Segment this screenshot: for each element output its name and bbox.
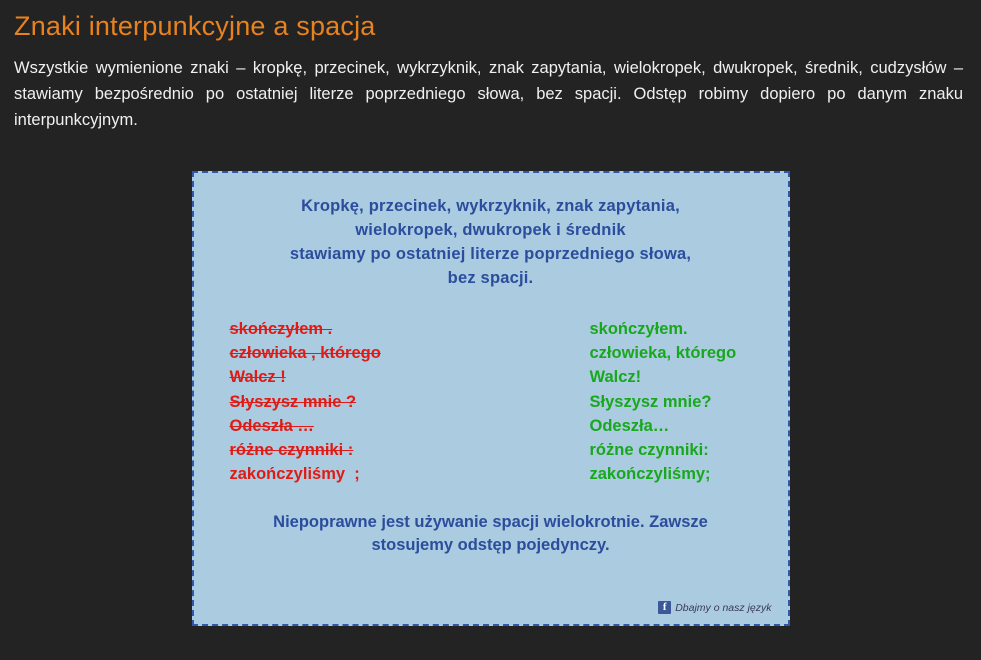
examples-column-incorrect: [230, 317, 500, 487]
examples-column-correct: [500, 317, 770, 487]
example-incorrect: Walcz !: [229, 368, 286, 387]
infographic-heading-line-3: stawiamy po ostatniej literze poprzedniego słowa,: [289, 244, 692, 263]
infographic: [192, 171, 790, 626]
example-incorrect: człowieka , którego: [229, 344, 381, 363]
example-incorrect: różne czynniki :: [229, 441, 354, 460]
intro-paragraph: Wszystkie wymienione znaki – kropkę, przecinek, wykrzyknik, znak zapytania, wielokropek, dwukropek, średnik, cudzysłów – stawiamy bezpośrednio po ostatniej literze poprzedniego słowa, bez spacji. Odstęp robimy dopiero po danym znaku interpunkcyjnym.: [14, 59, 963, 129]
example-incorrect: skończyłem .: [229, 319, 333, 338]
infographic-container: [14, 171, 967, 626]
infographic-heading: [212, 195, 770, 291]
example-incorrect: zakończyliśmy ;: [229, 465, 360, 484]
credit-attribution: [658, 601, 771, 614]
infographic-heading-line-4: bez spacji.: [447, 268, 534, 287]
example-correct: Odeszła…: [589, 416, 670, 435]
example-correct: zakończyliśmy;: [589, 465, 711, 484]
facebook-icon: f: [658, 601, 671, 614]
example-correct: różne czynniki:: [589, 441, 709, 460]
infographic-footer-line-1: Niepoprawne jest używanie spacji wielokrotnie. Zawsze: [273, 512, 708, 531]
example-correct: Walcz!: [589, 368, 642, 387]
example-incorrect: Odeszła …: [229, 416, 314, 435]
example-correct: skończyłem.: [589, 319, 688, 338]
credit-text: Dbajmy o nasz język: [675, 601, 772, 614]
infographic-footer-note: [212, 511, 770, 559]
infographic-heading-line-1: Kropkę, przecinek, wykrzyknik, znak zapytania,: [301, 197, 680, 216]
infographic-heading-line-2: wielokropek, dwukropek i średnik: [355, 221, 626, 239]
example-correct: człowieka, którego: [589, 344, 737, 363]
example-correct: Słyszysz mnie?: [589, 392, 712, 411]
infographic-footer-line-2: stosujemy odstęp pojedynczy.: [371, 536, 610, 555]
page-title: Znaki interpunkcyjne a spacja: [14, 11, 376, 41]
example-incorrect: Słyszysz mnie ?: [229, 392, 357, 411]
examples-table: [212, 317, 770, 487]
